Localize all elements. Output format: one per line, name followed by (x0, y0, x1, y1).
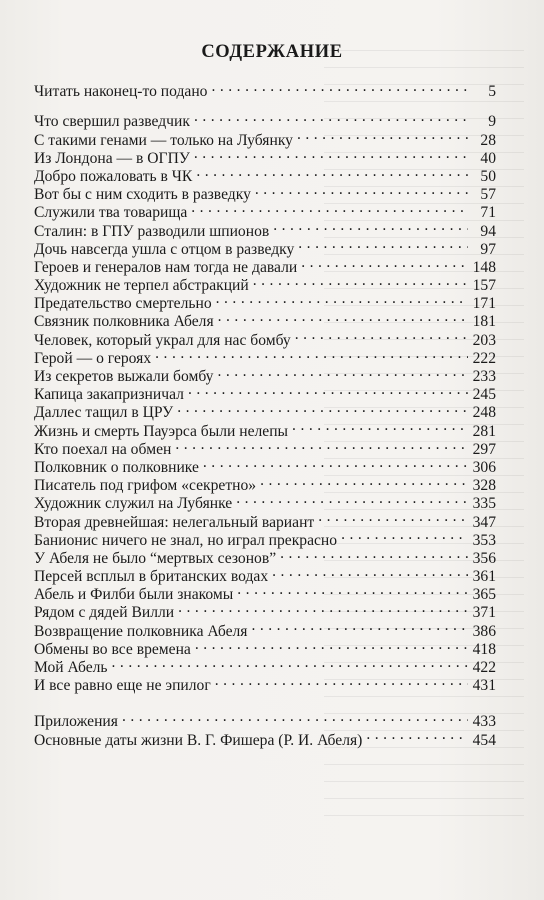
toc-entry-title: Дочь навсегда ушла с отцом в разведку (34, 240, 295, 258)
dot-leader (217, 363, 468, 381)
toc-entry-page: 97 (480, 240, 496, 258)
toc-entry-title: Мой Абель (34, 659, 108, 676)
dot-leader (297, 126, 468, 144)
toc-entry-page: 347 (472, 513, 496, 531)
dot-leader (273, 217, 468, 235)
toc-entry-title: Вторая древнейшая: нелегальный вариант (34, 513, 315, 531)
toc-entry-page: 71 (480, 204, 496, 222)
toc-entry-title: Художник не терпел абстракций (34, 277, 249, 295)
toc-entry-page: 422 (472, 659, 496, 676)
dot-leader (203, 454, 468, 472)
dot-leader (194, 145, 468, 163)
toc-entry-title: Капица закапризничал (34, 386, 184, 404)
toc-entry-page: 431 (472, 677, 496, 695)
toc-entry-page: 418 (472, 640, 496, 658)
toc-entry-page: 222 (472, 349, 496, 367)
toc-entry-page: 306 (472, 458, 496, 476)
dot-leader (196, 163, 468, 181)
toc-entry-page: 50 (480, 167, 496, 185)
toc-entry-title: Банионис ничего не знал, но играл прекрасно (34, 531, 338, 549)
toc-entry-page: 94 (480, 222, 496, 240)
dot-leader (178, 599, 468, 617)
toc-entry-page: 281 (472, 422, 496, 440)
toc-entry-title: Художник служил на Лубянке (34, 495, 233, 513)
dot-leader (122, 708, 468, 726)
dot-leader (255, 181, 468, 199)
toc-entry-title: Основные даты жизни В. Г. Фишера (Р. И. Абеля) (34, 731, 363, 749)
dot-leader (292, 417, 468, 435)
dot-leader (251, 617, 468, 635)
toc-entry-title: Из Лондона — в ОГПУ (34, 149, 190, 167)
table-of-contents (34, 78, 496, 749)
dot-leader (253, 272, 468, 290)
toc-entry (34, 78, 496, 101)
toc-entry-title: Сталин: в ГПУ разводили шпионов (34, 222, 270, 240)
dot-leader (366, 726, 468, 744)
dot-leader (237, 581, 468, 599)
toc-entry-title: Читать наконец-то подано (34, 83, 208, 101)
toc-entry-title: Из секретов выжали бомбу (34, 368, 214, 385)
toc-entry-title: Человек, который украл для нас бомбу (34, 331, 291, 349)
toc-entry-page: 297 (472, 440, 496, 458)
toc-entry-page: 233 (472, 368, 496, 385)
toc-entry-title: С такими генами — только на Лубянку (34, 131, 293, 149)
dot-leader (177, 399, 468, 417)
toc-entry-page: 365 (472, 586, 496, 604)
toc-entry-page: 454 (472, 731, 496, 749)
toc-entry-title: Абель и Филби были знакомы (34, 586, 234, 604)
toc-entry-page: 356 (472, 549, 496, 567)
toc-entry-page: 353 (472, 531, 496, 549)
dot-leader (194, 108, 468, 126)
dot-leader (155, 345, 468, 363)
dot-leader (216, 290, 468, 308)
dot-leader (272, 563, 468, 581)
toc-entry-title: Связник полковника Абеля (34, 313, 214, 331)
dot-leader (280, 545, 468, 563)
dot-leader (260, 472, 468, 490)
toc-entry-page: 5 (488, 83, 496, 101)
toc-entry-page: 40 (480, 149, 496, 167)
toc-entry-title: Что свершил разведчик (34, 113, 190, 131)
toc-entry-title: Персей всплыл в британских водах (34, 568, 269, 586)
dot-leader (298, 236, 468, 254)
dot-leader (175, 436, 468, 454)
dot-leader (295, 326, 468, 344)
toc-entry-title: Добро пожаловать в ЧК (34, 167, 193, 185)
dot-leader (341, 527, 468, 545)
toc-entry-page: 171 (472, 295, 496, 313)
toc-entry-page: 9 (488, 113, 496, 131)
page-title: СОДЕРЖАНИЕ (201, 42, 343, 62)
toc-entry-title: У Абеля не было “мертвых сезонов” (34, 549, 277, 567)
dot-leader (211, 78, 468, 96)
toc-entry-title: Вот бы с ним сходить в разведку (34, 186, 251, 204)
toc-entry-title: Обмены во все времена (34, 640, 191, 658)
toc-entry-title: Служили тва товарища (34, 204, 188, 222)
toc-entry-title: Рядом с дядей Вилли (34, 604, 175, 622)
toc-entry-title: Герой — о героях (34, 349, 152, 367)
toc-entry-title: Жизнь и смерть Пауэрса были нелепы (34, 422, 289, 440)
toc-entry-page: 433 (472, 713, 496, 731)
dot-leader (112, 654, 468, 672)
toc-entry-page: 248 (472, 404, 496, 422)
toc-entry-page: 335 (472, 495, 496, 513)
toc-entry-page: 386 (472, 622, 496, 640)
toc-entry-title: Героев и генералов нам тогда не давали (34, 258, 298, 276)
dot-leader (301, 254, 468, 272)
toc-entry-page: 57 (480, 186, 496, 204)
dot-leader (195, 636, 468, 654)
toc-entry-page: 361 (472, 568, 496, 586)
toc-entry (34, 708, 496, 731)
toc-entry-page: 245 (472, 386, 496, 404)
dot-leader (191, 199, 468, 217)
toc-entry-title: Кто поехал на обмен (34, 440, 172, 458)
toc-entry-title: Возвращение полковника Абеля (34, 622, 248, 640)
toc-entry-title: Полковник о полковнике (34, 458, 199, 476)
toc-entry (34, 108, 496, 131)
dot-leader (236, 490, 468, 508)
toc-entry-title: Предательство смертельно (34, 295, 212, 313)
dot-leader (215, 672, 468, 690)
toc-entry-page: 28 (480, 131, 496, 149)
toc-entry-title: Даллес тащил в ЦРУ (34, 404, 174, 422)
dot-leader (188, 381, 468, 399)
toc-entry-page: 157 (472, 277, 496, 295)
toc-entry-page: 203 (472, 331, 496, 349)
toc-entry-title: И все равно еще не эпилог (34, 677, 211, 695)
toc-entry-page: 148 (472, 258, 496, 276)
toc-entry-page: 328 (472, 477, 496, 495)
dot-leader (318, 508, 468, 526)
toc-entry-title: Приложения (34, 713, 118, 731)
dot-leader (218, 308, 468, 326)
toc-entry-title: Писатель под грифом «секретно» (34, 477, 257, 495)
toc-entry-page: 181 (472, 313, 496, 331)
toc-entry-page: 371 (472, 604, 496, 622)
